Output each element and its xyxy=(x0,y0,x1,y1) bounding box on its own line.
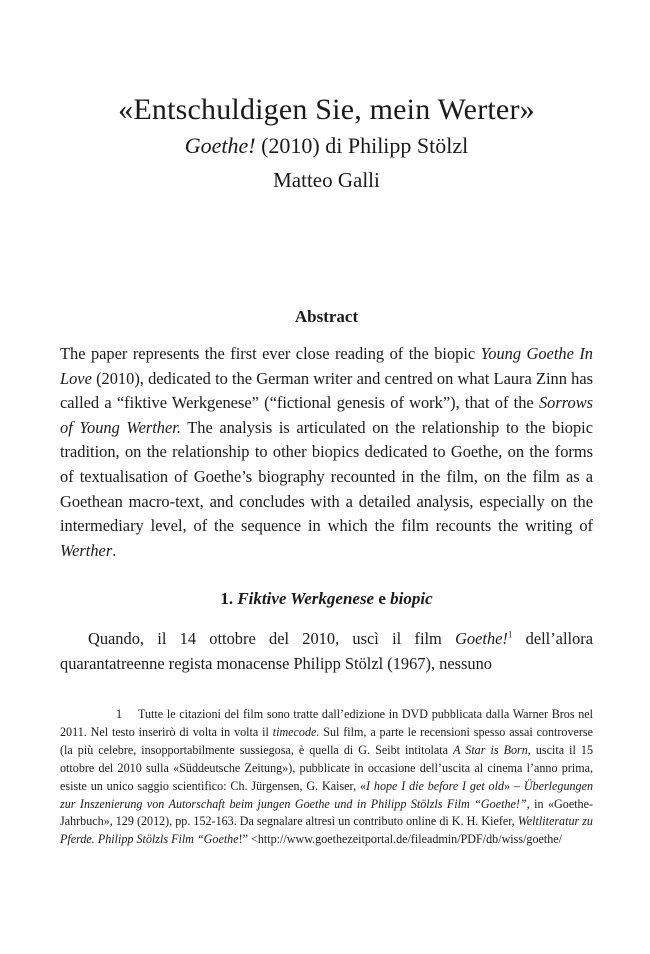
body-paragraph xyxy=(60,627,593,676)
body-text: dell’allora quarantatreenne regista monacense Philipp Stölzl (1967), nessuno xyxy=(60,629,593,673)
footnote-number: 1 xyxy=(116,707,123,721)
footnote-italic: timecode. xyxy=(272,724,320,739)
subtitle-rest: (2010) di Philipp Stölzl xyxy=(255,133,469,158)
footnote-text: , uscita il 15 ottobre del 2010 sulla «Süddeutsche Zeitung»), pubblicate in occasione dell’uscita al cinema l’anno prima, esiste un unico saggio scientifico: Ch. Jürgensen, G. Kaiser, « xyxy=(60,742,593,793)
abstract-segment: The paper represents the first ever close reading of the biopic xyxy=(60,344,481,363)
footnote xyxy=(60,706,593,849)
body-film-title: Goethe! xyxy=(455,629,508,648)
paper-subtitle xyxy=(60,132,593,160)
footnote-italic: A Star is Born xyxy=(453,742,528,757)
footnote-text: Tutte le citazioni del film sono tratte dall’edizione in DVD pubblicata dalla Warner Bros nel 2011. Nel testo inserirò di volta in volta il xyxy=(60,707,593,739)
footnote-italic: Weltliteratur zu Pferde. Philipp Stölzls Film “Goethe xyxy=(60,814,593,847)
abstract-segment: The analysis is articulated on the relationship to the biopic tradition, on the relationship to other biopics dedicated to Goethe, on the forms of textualisation of Goethe’s biography recounted in the film, on the film as a Goethean macro-text, and concludes with a detailed analysis, especially on the intermediary level, of the sequence in which the film recounts the writing of xyxy=(60,417,593,536)
section-title-part: Fiktive Werkgenese xyxy=(237,589,375,608)
abstract-segment: (2010), dedicated to the German writer and centred on what Laura Zinn has called a “fiktive Werkgenese” (“fictional genesis of work”), that of the xyxy=(60,368,593,413)
section-heading xyxy=(60,588,593,610)
footnote-italic: Überlegungen zur Inszenierung von Autorschaft beim jungen Goethe und in Philipp Stölzls Film “Goethe!” xyxy=(60,778,593,811)
abstract-segment: . xyxy=(112,540,117,560)
subtitle-film-title: Goethe! xyxy=(184,133,256,158)
footnote-text: » – xyxy=(504,778,524,793)
footnote-italic: I hope I die before I get old xyxy=(366,778,505,793)
footnote-url: !” <http://www.goethezeitportal.de/fileadmin/PDF/db/wiss/goethe/ xyxy=(238,832,563,847)
footnote-text: , in «Goethe-Jahrbuch», 129 (2012), pp. 152-163. Da segnalare altresì un contributo online di K. H. Kiefer, xyxy=(60,796,593,829)
footnote-text: Sul film, a parte le recensioni spesso assai controverse (la più celebre, insopportabilmente sussiegosa, è quella di G. Seibt intitolata xyxy=(60,724,593,757)
section-title-part: biopic xyxy=(390,589,433,608)
section-title-part: e xyxy=(374,589,391,608)
abstract-text xyxy=(60,342,593,563)
abstract-work-title: Sorrows of Young Werther. xyxy=(60,393,593,437)
author-name: Matteo Galli xyxy=(273,168,380,192)
body-text: Quando, il 14 ottobre del 2010, uscì il film xyxy=(88,629,456,648)
abstract-heading: Abstract xyxy=(294,307,359,326)
abstract-work-title: Werther xyxy=(60,540,113,560)
abstract-film-title: Young Goethe In Love xyxy=(60,344,593,388)
section-number: 1. xyxy=(220,589,234,608)
paper-title: «Entschuldigen Sie, mein Werter» xyxy=(118,93,535,126)
footnote-reference[interactable]: 1 xyxy=(507,629,513,640)
